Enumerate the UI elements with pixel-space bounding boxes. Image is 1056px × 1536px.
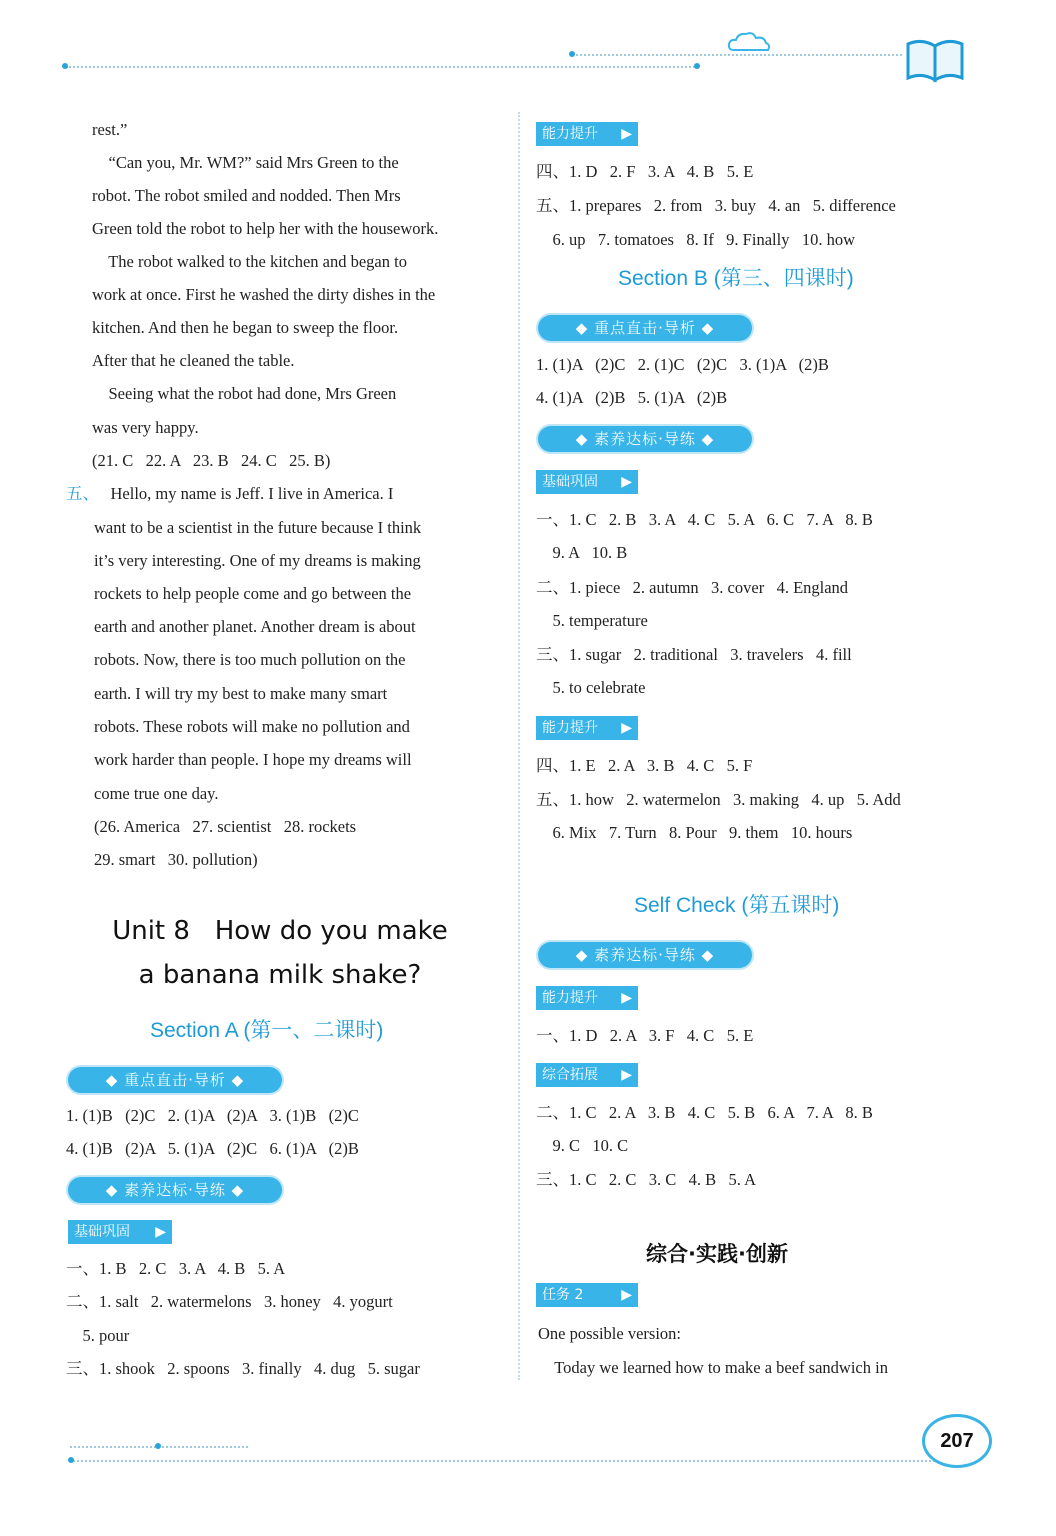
story-line: kitchen. And then he began to sweep the floor. [92,318,399,337]
basic-tag [68,1220,172,1244]
answer-line: 1. (1)B (2)C 2. (1)A (2)A 3. (1)B (2)C [66,1106,359,1125]
answer-line: 二、1. C 2. A 3. B 4. C 5. B 6. A 7. A 8. B [536,1103,873,1122]
ability-tag [536,716,638,740]
key-points-banner: ◆ 重点直击·导析 ◆ [68,1067,282,1093]
unit-title: Unit 8 How do you make [112,916,448,946]
story-line: Green told the robot to help her with the housework. [92,219,439,238]
tag-label: 任务 2 [542,1287,584,1303]
ability-tag [536,986,638,1010]
ability-tag [536,122,638,146]
answer-line: 5. temperature [536,611,648,630]
column-divider [518,112,520,1380]
essay-answers: 29. smart 30. pollution) [94,850,258,869]
self-check-title: Self Check (第五课时) [634,894,840,917]
practice-title: 综合·实践·创新 [646,1242,788,1266]
answer-line: 6. Mix 7. Turn 8. Pour 9. them 10. hours [536,823,853,842]
answer-line: 四、1. D 2. F 3. A 4. B 5. E [536,162,754,181]
answer-line: 五、1. prepares 2. from 3. buy 4. an 5. difference [536,196,896,215]
arrow-right-icon: ▶ [621,990,632,1006]
story-line: rest.” [92,120,128,139]
story-line: “Can you, Mr. WM?” said Mrs Green to the [92,153,399,172]
answer-line: 4. (1)A (2)B 5. (1)A (2)B [536,388,728,407]
essay-line: earth. I will try my best to make many smart [94,684,388,703]
tag-label: 综合拓展 [542,1067,598,1083]
unit-subtitle: a banana milk shake? [138,960,422,990]
essay-line: work harder than people. I hope my dreams will [94,750,412,769]
answer-line: 9. C 10. C [536,1136,629,1155]
story-line: was very happy. [92,418,199,437]
answer-line: 三、1. sugar 2. traditional 3. travelers 4. fill [536,645,852,664]
essay-line: Hello, my name is Jeff. I live in America. I [94,484,394,503]
tag-label: 基础巩固 [74,1224,130,1240]
essay-line: want to be a scientist in the future because I think [94,518,422,537]
task-tag [536,1283,638,1307]
arrow-right-icon: ▶ [621,1067,632,1083]
answer-line: 四、1. E 2. A 3. B 4. C 5. F [536,756,753,775]
story-answers: (21. C 22. A 23. B 24. C 25. B) [92,451,331,470]
footer-dots-long [70,1460,950,1462]
story-line: After that he cleaned the table. [92,351,295,370]
essay-marker: 五、 [66,484,99,503]
tag-label: 能力提升 [542,990,598,1006]
story-line: robot. The robot smiled and nodded. Then Mrs [92,186,401,205]
literacy-banner: ◆ 素养达标·导练 ◆ [538,426,752,452]
answer-line: 9. A 10. B [536,543,628,562]
essay-line: robots. Now, there is too much pollution on the [94,650,406,669]
arrow-right-icon: ▶ [621,1287,632,1303]
essay-line: rockets to help people come and go between the [94,584,412,603]
tag-label: 能力提升 [542,720,598,736]
answer-line: 6. up 7. tomatoes 8. If 9. Finally 10. how [536,230,855,249]
comprehensive-tag [536,1063,638,1087]
answer-line: 5. to celebrate [536,678,646,697]
footer-dot [155,1443,161,1449]
answer-line: 三、1. shook 2. spoons 3. finally 4. dug 5. sugar [66,1359,420,1378]
literacy-banner: ◆ 素养达标·导练 ◆ [538,942,752,968]
essay-line: come true one day. [94,784,219,803]
header-dots-right [572,54,902,56]
answer-line: 4. (1)B (2)A 5. (1)A (2)C 6. (1)A (2)B [66,1139,359,1158]
page-number: 207 [922,1414,992,1468]
answer-line: 二、1. piece 2. autumn 3. cover 4. England [536,578,849,597]
essay-line: robots. These robots will make no pollution and [94,717,410,736]
key-points-banner: ◆ 重点直击·导析 ◆ [538,315,752,341]
answer-line: 一、1. D 2. A 3. F 4. C 5. E [536,1026,754,1045]
cloud-icon [726,30,772,54]
arrow-right-icon: ▶ [155,1224,166,1240]
basic-tag [536,470,638,494]
essay-line: earth and another planet. Another dream is about [94,617,416,636]
answer-line: 1. (1)A (2)C 2. (1)C (2)C 3. (1)A (2)B [536,355,829,374]
essay-intro: One possible version: [538,1324,681,1343]
answer-line: 三、1. C 2. C 3. C 4. B 5. A [536,1170,757,1189]
section-a-title: Section A (第一、二课时) [150,1019,384,1042]
tag-label: 基础巩固 [542,474,598,490]
story-line: Seeing what the robot had done, Mrs Green [92,384,397,403]
answer-line: 一、1. C 2. B 3. A 4. C 5. A 6. C 7. A 8. B [536,510,873,529]
answer-line: 五、1. how 2. watermelon 3. making 4. up 5. Add [536,790,901,809]
essay-answers: (26. America 27. scientist 28. rockets [94,817,357,836]
arrow-right-icon: ▶ [621,126,632,142]
essay-line: it’s very interesting. One of my dreams is making [94,551,421,570]
answer-line: 5. pour [66,1326,130,1345]
story-line: The robot walked to the kitchen and began to [92,252,407,271]
arrow-right-icon: ▶ [621,474,632,490]
answer-line: 一、1. B 2. C 3. A 4. B 5. A [66,1259,286,1278]
tag-label: 能力提升 [542,126,598,142]
header-dot [569,51,575,57]
footer-dot [68,1457,74,1463]
story-line: work at once. First he washed the dirty dishes in the [92,285,436,304]
header-dot [62,63,68,69]
answer-line: 二、1. salt 2. watermelons 3. honey 4. yogurt [66,1292,393,1311]
header-dot [694,63,700,69]
section-b-title: Section B (第三、四课时) [618,267,854,290]
header-dots-left [66,66,698,68]
literacy-banner: ◆ 素养达标·导练 ◆ [68,1177,282,1203]
essay-line: Today we learned how to make a beef sandwich in [538,1358,888,1377]
book-icon [904,36,966,84]
arrow-right-icon: ▶ [621,720,632,736]
